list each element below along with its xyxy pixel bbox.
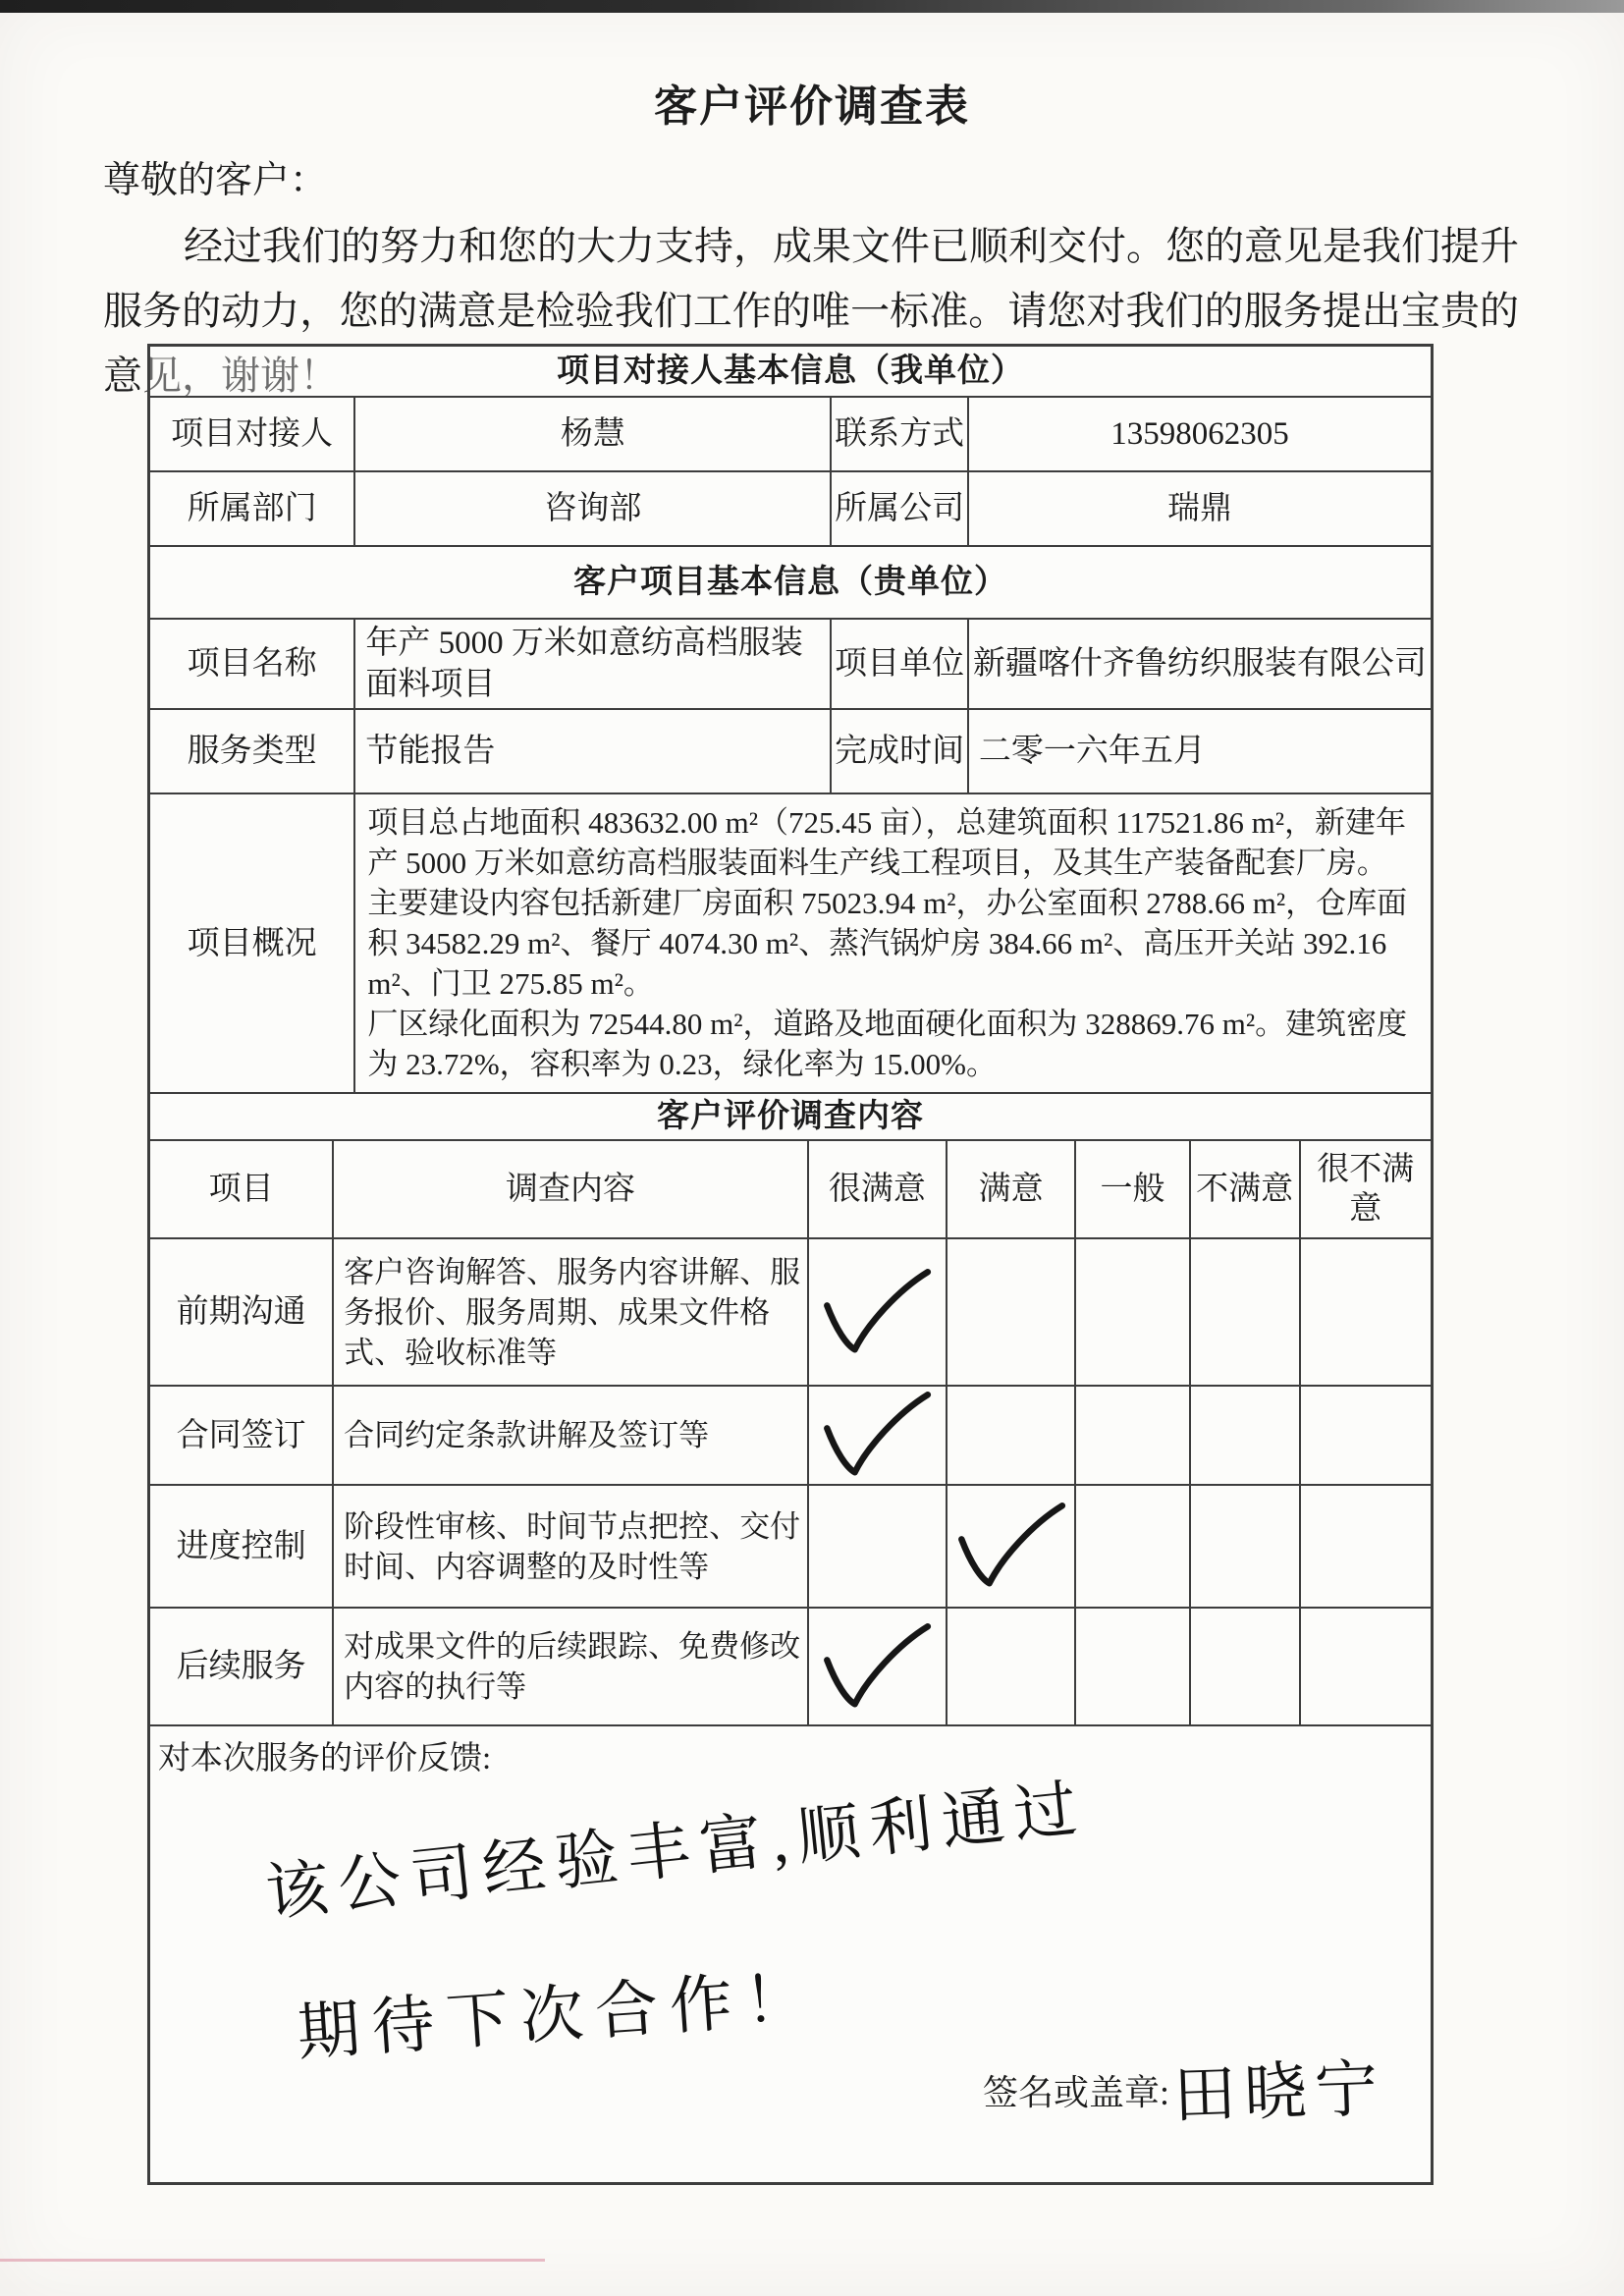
rating-cell	[807, 1387, 946, 1484]
checkmark-icon	[953, 1498, 1069, 1595]
survey-form-table	[147, 344, 1434, 2185]
project-overview-text	[353, 794, 1431, 1092]
section-header-row-survey	[150, 1092, 1431, 1139]
cell-value-department: 咨询部	[353, 472, 830, 545]
salutation: 尊敬的客户：	[103, 160, 328, 201]
survey-item-label: 合同签订	[176, 1417, 306, 1453]
handwritten-signature: 田晓宁	[1171, 2053, 1387, 2131]
cell-value-contact-name: 杨慧	[353, 398, 830, 470]
rating-cell	[1074, 1387, 1188, 1484]
rating-cell	[1299, 1387, 1431, 1484]
overview-paragraph: 主要建设内容包括新建厂房面积 75023.94 m²，办公室面积 2788.66 m²，仓库面积 34582.29 m²、餐厅 4074.30 m²、蒸汽锅炉房 384.66 m²、高压开关站 392.16 m²、门卫 275.85 m²。	[367, 886, 1408, 1001]
rating-cell	[1299, 1239, 1431, 1385]
page-title: 客户评价调查表	[654, 82, 970, 131]
survey-row	[150, 1237, 1431, 1385]
rating-cell	[1074, 1609, 1188, 1724]
rating-cell	[1299, 1486, 1431, 1607]
cell-label-overview: 项目概况	[187, 925, 317, 961]
survey-row	[150, 1385, 1431, 1484]
survey-header-row	[150, 1139, 1431, 1237]
feedback-area	[150, 1726, 1431, 2182]
handwritten-feedback-line1: 该公司经验丰富,顺利通过	[262, 1773, 1091, 1929]
checkmark-icon	[819, 1264, 935, 1361]
table-row	[150, 396, 1431, 470]
section-header-survey: 客户评价调查内容	[657, 1099, 924, 1134]
cell-label: 完成时间	[830, 710, 967, 793]
cell-label: 项目名称	[187, 646, 317, 682]
cell-label: 联系方式	[830, 398, 967, 470]
section-header-row-contact	[150, 347, 1431, 396]
column-header-item: 项目	[208, 1172, 274, 1207]
cell-label: 所属公司	[830, 472, 967, 545]
cell-value-service-type: 节能报告	[353, 710, 830, 793]
rating-cell	[946, 1609, 1075, 1724]
column-header-neutral: 一般	[1074, 1141, 1188, 1237]
section-header-project: 客户项目基本信息（贵单位）	[573, 565, 1007, 600]
cell-value-project-name: 年产 5000 万米如意纺高档服装面料项目	[353, 620, 830, 708]
table-row	[150, 470, 1431, 545]
cell-label: 项目单位	[830, 620, 967, 708]
column-header-very-satisfied: 很满意	[807, 1141, 946, 1237]
cell-value-finish-date: 二零一六年五月	[967, 710, 1431, 793]
survey-item-content: 对成果文件的后续跟踪、免费修改内容的执行等	[332, 1609, 807, 1724]
survey-item-label: 后续服务	[176, 1649, 306, 1684]
survey-item-label: 前期沟通	[176, 1294, 306, 1330]
cell-label: 项目对接人	[171, 416, 334, 452]
cell-value-company: 瑞鼎	[967, 472, 1431, 545]
column-header-unsatisfied: 不满意	[1189, 1141, 1299, 1237]
survey-item-content: 合同约定条款讲解及签订等	[332, 1387, 807, 1484]
rating-cell	[807, 1486, 946, 1607]
survey-row	[150, 1484, 1431, 1607]
survey-item-content: 客户咨询解答、服务内容讲解、服务报价、服务周期、成果文件格式、验收标准等	[332, 1239, 807, 1385]
rating-cell	[807, 1239, 946, 1385]
rating-cell	[1074, 1486, 1188, 1607]
cell-value-project-unit: 新疆喀什齐鲁纺织服装有限公司	[967, 620, 1431, 708]
survey-row	[150, 1607, 1431, 1724]
intro-paragraph: 经过我们的努力和您的大力支持，成果文件已顺利交付。您的意见是我们提升服务的动力，您的满意是检验我们工作的唯一标准。请您对我们的服务提出宝贵的意见，谢谢！	[103, 224, 1519, 398]
feedback-label: 对本次服务的评价反馈:	[158, 1741, 492, 1777]
cell-label: 所属部门	[187, 491, 317, 526]
table-row	[150, 708, 1431, 793]
column-header-very-unsatisfied: 很不满意	[1299, 1141, 1431, 1237]
checkmark-icon	[819, 1387, 935, 1484]
section-header-row-project	[150, 545, 1431, 618]
rating-cell	[1189, 1486, 1299, 1607]
overview-paragraph: 厂区绿化面积为 72544.80 m²，道路及地面硬化面积为 328869.76 m²。建筑密度为 23.72%，容积率为 0.23，绿化率为 15.00%。	[367, 1007, 1408, 1081]
feedback-row	[150, 1724, 1431, 2182]
rating-cell	[1189, 1387, 1299, 1484]
survey-item-label: 进度控制	[176, 1528, 306, 1564]
rating-cell	[1189, 1239, 1299, 1385]
cell-label: 服务类型	[187, 734, 317, 769]
rating-cell	[1299, 1609, 1431, 1724]
survey-item-content: 阶段性审核、时间节点把控、交付时间、内容调整的及时性等	[332, 1486, 807, 1607]
cell-value-phone: 13598062305	[967, 398, 1431, 470]
section-header-contact: 项目对接人基本信息（我单位）	[557, 354, 1024, 389]
scanner-edge-band	[0, 0, 1624, 13]
scanner-pink-artifact-line	[0, 2259, 545, 2262]
signature-label: 签名或盖章:	[983, 2073, 1170, 2112]
rating-cell	[1074, 1239, 1188, 1385]
overview-paragraph: 项目总占地面积 483632.00 m²（725.45 亩），总建筑面积 117521.86 m²，新建年产 5000 万米如意纺高档服装面料生产线工程项目，及其生产装备配套厂房。	[367, 805, 1406, 880]
table-row	[150, 618, 1431, 708]
rating-cell	[946, 1239, 1075, 1385]
rating-cell	[946, 1387, 1075, 1484]
rating-cell	[807, 1609, 946, 1724]
signature-block	[983, 2053, 1387, 2131]
rating-cell	[1189, 1609, 1299, 1724]
rating-cell	[946, 1486, 1075, 1607]
column-header-satisfied: 满意	[946, 1141, 1075, 1237]
checkmark-icon	[819, 1618, 935, 1716]
column-header-content: 调查内容	[332, 1141, 807, 1237]
project-overview-row	[150, 793, 1431, 1092]
handwritten-feedback-line2: 期待下次合作！	[295, 1961, 822, 2068]
